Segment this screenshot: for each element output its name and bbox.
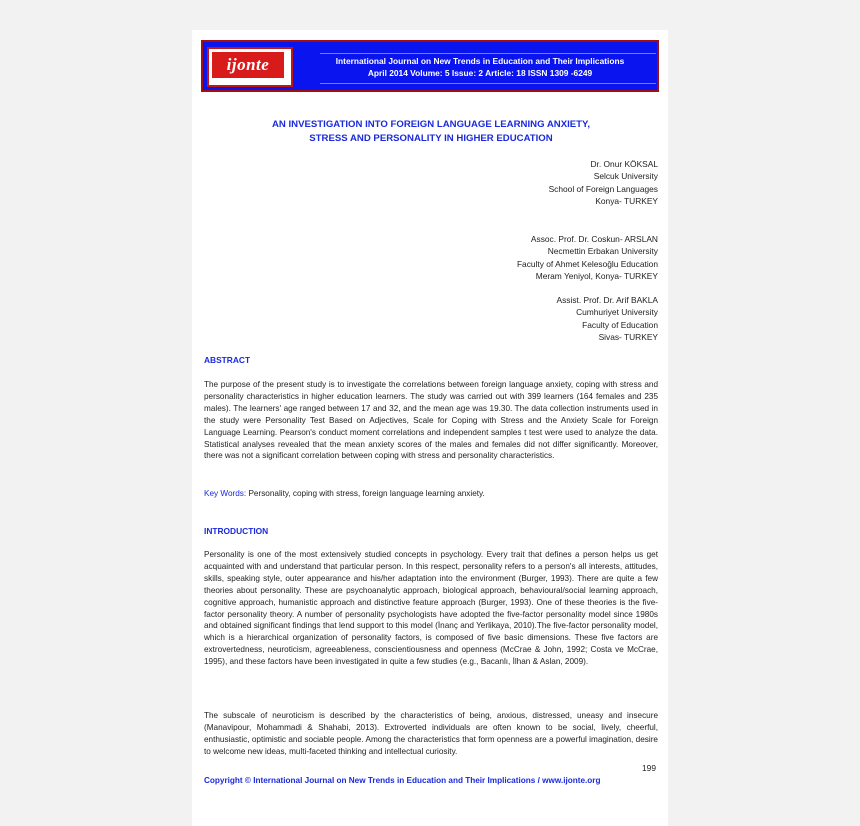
author-affiliation: Faculty of Ahmet Kelesoğlu Education (516, 258, 658, 269)
abstract-heading: ABSTRACT (204, 355, 251, 365)
header-rule-bottom (320, 83, 656, 84)
keywords (204, 489, 658, 498)
article-title-line-2: STRESS AND PERSONALITY IN HIGHER EDUCATION (309, 133, 553, 144)
author-affiliation: Faculty of Education (582, 319, 658, 330)
keywords-text: Personality, coping with stress, foreign language learning anxiety. (246, 489, 485, 498)
author-affiliation: School of Foreign Languages (548, 183, 658, 194)
journal-issue-line: April 2014 Volume: 5 Issue: 2 Article: 18 ISSN 1309 -6249 (367, 68, 593, 78)
author-affiliation: Selcuk University (593, 171, 658, 182)
author-name: Assoc. Prof. Dr. Coskun- ARSLAN (530, 234, 658, 244)
author-name: Dr. Onur KÖKSAL (590, 159, 658, 169)
author-location: Meram Yeniyol, Konya- TURKEY (535, 271, 658, 282)
abstract-text: The purpose of the present study is to investigate the correlations between foreign language anxiety, coping with stress and personality characteristics in higher education learners. The study was carried out with 399 learners (164 females and 235 males). The learners' age ranged between 17 and 32, and the mean age was 19.30. The data collection instruments used in the study were Personality Test Based on Adjectives, Scale for Coping with Stress and the Anxiety Scale for Foreign Language Learning. Pearson's conduct moment correlations and independent samples t test were used to analyze the data. Statistical analyses revealed that the mean anxiety scores of the males and females did not differ significantly. Moreover, there was not a significant correlation between coping with stress and personality characteristics. (204, 380, 658, 461)
introduction-paragraph-2: The subscale of neuroticism is described by the characteristics of being, anxious, distressed, uneasy and insecure (Manavipour, Mohammadi & Shahabi, 2013). Extroverted individuals are often known to be social, lively, cheerful, enthusiastic, optimistic and sociable people. Among the characteristics that form openness are a powerful imagination, desire to welcome new ideas, multi-faceted thinking and intellectual curiosity. (204, 711, 658, 756)
author-location: Sivas- TURKEY (598, 332, 658, 343)
author-location: Konya- TURKEY (595, 196, 658, 207)
author-block-1 (549, 158, 658, 208)
author-affiliation: Cumhuriyet University (576, 307, 658, 318)
author-name: Assist. Prof. Dr. Arif BAKLA (556, 295, 658, 305)
author-block-2 (517, 233, 658, 283)
introduction-paragraph-1: Personality is one of the most extensively studied concepts in psychology. Every trait that defines a person helps us get acquainted with and understand that particular person. In this respect, personality refers to a person's all interests, attitudes, skills, speaking style, outer appearance and his/her adaptation into the environment (Burger, 1993). There are quite a few theories about personality. These are psychoanalytic approach, biological approach, behavioural/social learning approach, cognitive approach, humanistic approach and distinctive feature approach (Burger, 1993). One of these theories is the five-factor personality theory. A number of personality psychologists have adopted the five-factor personality model since 1980s and obtained significant findings that lend support to this model (İnanç and Yerlikaya, 2010).The five-factor personality model, which is a hierarchical organization of personality factors, is composed of five basic dimensions. These five factors are extrovertedness, neuroticism, agreeableness, conscientiousness and openness (McCrae & John, 1992; Costa ve McCrae, 1995), and these factors have been investigated in quite a few studies (e.g., Bacanlı, İlhan & Aslan, 2009). (204, 550, 658, 667)
article-title-line-1: AN INVESTIGATION INTO FOREIGN LANGUAGE LEARNING ANXIETY, (271, 119, 591, 130)
page-number: 199 (642, 763, 656, 773)
copyright-footer: Copyright © International Journal on New Trends in Education and Their Implications / www.ijonte.org (204, 776, 601, 785)
journal-name: International Journal on New Trends in Education and Their Implications (335, 56, 625, 66)
journal-logo: ijonte (212, 52, 284, 78)
keywords-label: Key Words: (204, 489, 247, 498)
author-block-3 (557, 294, 658, 344)
header-rule-top (320, 53, 656, 54)
introduction-heading: INTRODUCTION (204, 526, 269, 536)
author-affiliation: Necmettin Erbakan University (547, 246, 658, 257)
